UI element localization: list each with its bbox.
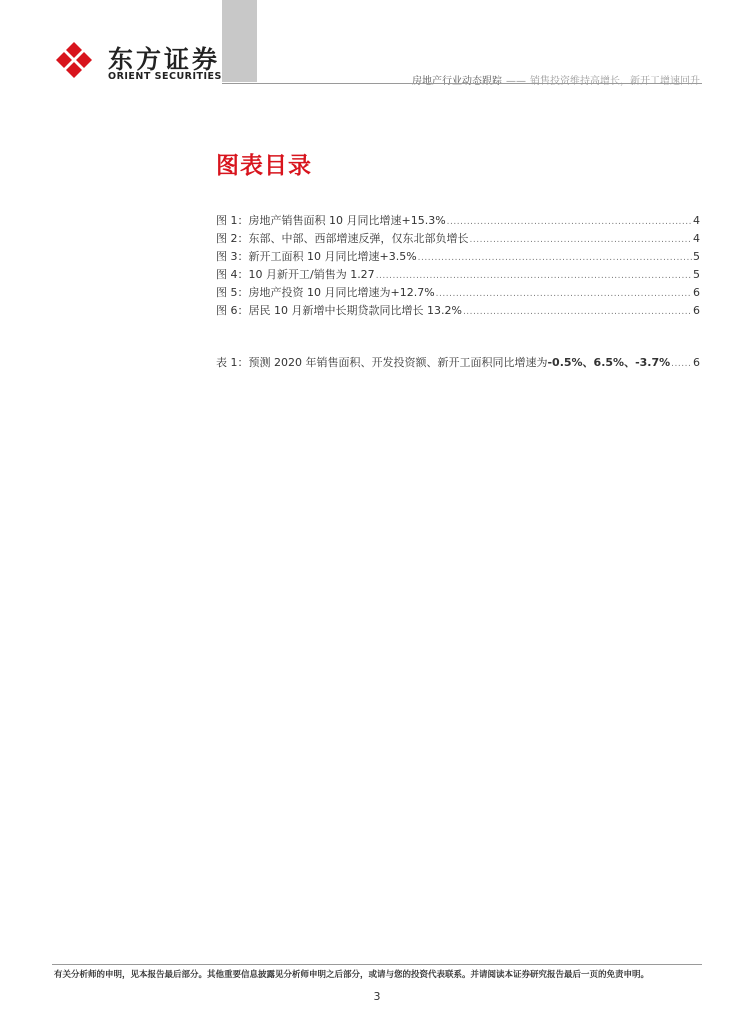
logo-chinese-name: 东方证券 (108, 45, 221, 74)
toc-entry-label: 图 5：房地产投资 10 月同比增速为+12.7% (216, 286, 435, 299)
report-title: 销售投资维持高增长，新开工增速回升 (530, 76, 700, 87)
footer-divider (52, 964, 702, 965)
report-type: 房地产行业动态跟踪 (412, 76, 502, 87)
logo-english-name: ORIENT SECURITIES (108, 71, 222, 82)
toc-entry-label (216, 354, 670, 370)
toc-entry-figure-4[interactable] (216, 266, 700, 284)
toc-leader-dots (463, 307, 692, 317)
toc-list (216, 212, 700, 372)
toc-entry-label: 图 3：新开工面积 10 月同比增速+3.5% (216, 250, 417, 263)
company-logo (52, 38, 222, 84)
toc-entry-page: 4 (693, 232, 700, 245)
toc-entry-page: 4 (693, 214, 700, 227)
page-number: 3 (373, 990, 381, 1003)
toc-leader-dots (447, 217, 692, 227)
toc-title: 图表目录 (216, 153, 312, 179)
toc-entry-table-1[interactable] (216, 354, 700, 372)
orient-securities-logo-icon (52, 38, 96, 82)
toc-entry-label-bold: -0.5%、6.5%、-3.7% (547, 356, 671, 369)
toc-entry-page: 6 (693, 286, 700, 299)
toc-section-gap (216, 320, 700, 354)
toc-leader-dots (671, 359, 692, 369)
toc-entry-label: 图 4：10 月新开工/销售为 1.27 (216, 268, 375, 281)
toc-entry-figure-1[interactable] (216, 212, 700, 230)
header-divider (222, 83, 702, 84)
header-gray-bar (222, 0, 257, 82)
toc-leader-dots (470, 235, 693, 245)
report-header (412, 72, 700, 87)
toc-entry-label: 图 6：居民 10 月新增中长期贷款同比增长 13.2% (216, 304, 462, 317)
toc-entry-figure-5[interactable] (216, 284, 700, 302)
toc-entry-label: 图 1：房地产销售面积 10 月同比增速+15.3% (216, 214, 446, 227)
toc-leader-dots (418, 253, 692, 263)
toc-entry-page: 5 (693, 268, 700, 281)
toc-leader-dots (436, 289, 692, 299)
toc-entry-page: 6 (693, 304, 700, 317)
header-dash: —— (506, 76, 526, 87)
toc-entry-page: 5 (693, 250, 700, 263)
toc-entry-figure-6[interactable] (216, 302, 700, 320)
toc-leader-dots (376, 271, 692, 281)
toc-entry-label: 图 2：东部、中部、西部增速反弹，仅东北部负增长 (216, 232, 469, 245)
toc-entry-page: 6 (693, 356, 700, 369)
toc-entry-figure-3[interactable] (216, 248, 700, 266)
footer-disclaimer: 有关分析师的申明，见本报告最后部分。其他重要信息披露见分析师申明之后部分，或请与您的投资代表联系。并请阅读本证券研究报告最后一页的免责申明。 (54, 970, 650, 980)
toc-entry-figure-2[interactable] (216, 230, 700, 248)
toc-entry-label-text: 表 1：预测 2020 年销售面积、开发投资额、新开工面积同比增速为 (216, 356, 548, 369)
